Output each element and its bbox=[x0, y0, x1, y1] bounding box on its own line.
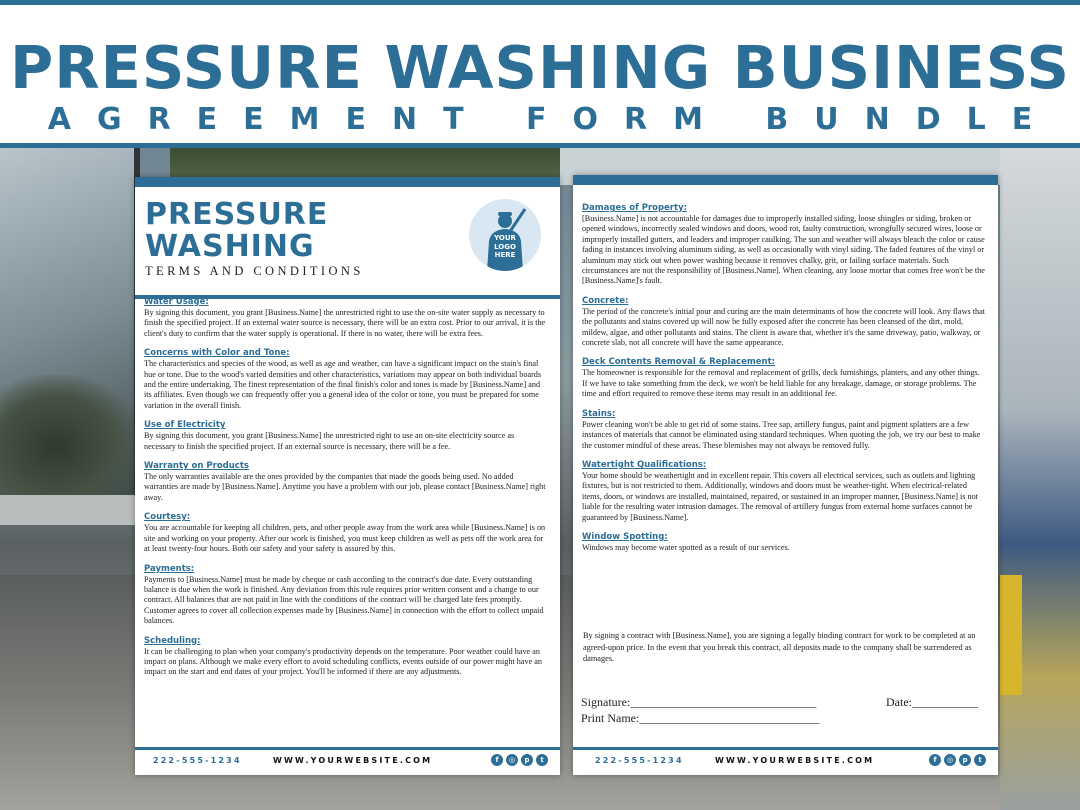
section-heading: Stains: bbox=[582, 408, 616, 419]
section-text: Power cleaning won't be able to get rid of some stains. Tree sap, artillery fungus, paint and pigment splatters are a few instances of materials that cannot be eliminated using standard techniques. When quoting the job, we try our best to make the customer mindful of these areas. These blemishes may not always be removed fully. bbox=[582, 419, 981, 450]
date-field: Date:___________ bbox=[886, 695, 978, 709]
section-text: Your home should be weathertight and in excellent repair. This covers all electrical services, such as outlets and lighting fixtures, but is not restricted to them. Additionally, windows and doors must be weather-tight. When electrical-related items, doors, or windows are installed, maintained, repaired, or sustained in an improper manner, [Business.Name] is not liable for the resulting water intrusion damages. The removal of artillery fungus from external home surfaces cannot be guaranteed by [Business.Name]. bbox=[582, 470, 978, 522]
section-concrete bbox=[582, 296, 986, 349]
section-heading: Concrete: bbox=[582, 295, 629, 306]
twitter-icon: t bbox=[536, 754, 548, 766]
section-electricity bbox=[144, 420, 548, 452]
section-scheduling bbox=[144, 636, 548, 678]
section-watertight bbox=[582, 460, 986, 523]
twitter-icon: t bbox=[974, 754, 986, 766]
section-window-spotting bbox=[582, 532, 986, 553]
title-banner bbox=[0, 0, 1080, 148]
section-heading: Concerns with Color and Tone: bbox=[144, 348, 290, 359]
social-icons bbox=[491, 754, 548, 766]
section-text: It can be challenging to plan when your company's productivity depends on the temperature. Poor weather could have an impact on plans. Although we make every effort to avoid scheduling conflicts, events outside of our power might have an impact on the start and end dates of your project. You'll be informed if there are any adjustments. bbox=[144, 646, 542, 677]
section-damages-property bbox=[582, 203, 986, 287]
section-heading: Deck Contents Removal & Replacement: bbox=[582, 357, 776, 368]
section-color-tone bbox=[144, 348, 548, 411]
section-heading: Damages of Property: bbox=[582, 203, 688, 213]
signature-field: Signature:_______________________________ bbox=[581, 695, 817, 709]
section-text: You are accountable for keeping all children, pets, and other people away from the work area while [Business.Name] is on site and working on your property. After our work is finished, you must keep children as well as pets off the work area for at least twenty-four hours. Both our safety and your safety is assured by this. bbox=[144, 523, 546, 554]
page-top-bar bbox=[135, 177, 560, 187]
section-heading: Scheduling: bbox=[144, 635, 201, 646]
section-text: By signing this document, you grant [Business.Name] the unrestricted right to use the on-site water supply as necessary to finish the specified project. If an external water source is necessary, there will be an extra cost. Prior to our arrival, it is the client's duty to confirm that the water supply is operational. If there is no water, there will be extra fees. bbox=[144, 308, 546, 338]
section-text: The homeowner is responsible for the removal and replacement of grills, deck furnishings, planters, and any other things. If we have to take something from the deck, we won't be held liable for any breakage, damage, or storage problems. The time and effort required to remove these items may result in an additional fee. bbox=[582, 368, 980, 399]
terms-page-1 bbox=[135, 177, 560, 775]
section-text: The characteristics and species of the wood, as well as age and weather, can have a significant impact on the stain's final hue or tone. Due to the wood's varied densities and other characteristics, variations may appear on both individual boards and the entire undertaking. The finest representation of the final finish's color and tones is made by [Business.Name] and its affiliates. Even though we can frequently offer you a general idea of the color or tone, you must be prepared for some variation in the overall finish. bbox=[144, 359, 542, 410]
section-heading: Water Usage: bbox=[144, 297, 209, 307]
closing-statement: By signing a contract with [Business.Name], you are signing a legally binding contract for work to be completed at an agreed-upon price. In the event that you break this contract, all deposits made to the company shall be surrendered as damages. bbox=[583, 631, 976, 663]
section-payments bbox=[144, 564, 548, 627]
section-heading: Warranty on Products bbox=[144, 461, 249, 472]
section-heading: Payments: bbox=[144, 563, 195, 574]
terms-body bbox=[144, 297, 548, 687]
page-subtitle: TERMS AND CONDITIONS bbox=[145, 264, 364, 278]
section-text: Windows may become water spotted as a result of our services. bbox=[582, 542, 790, 552]
section-heading: Watertight Qualifications: bbox=[582, 459, 707, 470]
page-title-line-1: PRESSURE bbox=[145, 197, 329, 232]
facebook-icon: f bbox=[491, 754, 503, 766]
page-header bbox=[135, 187, 560, 299]
section-deck-contents bbox=[582, 357, 986, 399]
footer-phone: 222-555-1234 bbox=[153, 756, 242, 765]
page-title-line-2: WASHING bbox=[145, 229, 315, 264]
terms-body bbox=[582, 203, 986, 562]
social-icons bbox=[929, 754, 986, 766]
footer-website: WWW.YOURWEBSITE.COM bbox=[715, 756, 875, 765]
footer-website: WWW.YOURWEBSITE.COM bbox=[273, 756, 433, 765]
section-text: Payments to [Business.Name] must be made by cheque or cash according to the contract's due date. Every outstanding balance is due when the work is finished. Any deviation from this rule requires prior written consent and a change to our contract. All balances that are not paid in line with the conditions of the contract will be charged late fees promptly. Customer agrees to cover all collection expenses made by [Business.Name] in connection with the effort to collect unpaid balances. bbox=[144, 574, 544, 626]
page-title bbox=[145, 199, 405, 263]
section-courtesy bbox=[144, 512, 548, 554]
page-footer bbox=[573, 747, 998, 775]
section-text: By signing this document, you grant [Business.Name] the unrestricted right to use an on-site electricity source as necessary to finish the specified project. If an external source is necessary, there will be a fee. bbox=[144, 431, 515, 451]
logo-placeholder bbox=[469, 199, 541, 271]
pinterest-icon: p bbox=[959, 754, 971, 766]
section-warranty bbox=[144, 461, 548, 503]
section-text: [Business.Name] is not accountable for damages due to improperly installed siding, loose shingles or siding, broken or opened windows, incorrectly sealed windows and doors, wood rot, faulty construction, wrongfully secured wires, loose or improperly installed gutters, and leaders and improper caulking. The sun and weather will always bleach the color or cause fading in instances involving aluminum siding, as well as occasionally with vinyl siding. The faded features of the vinyl or aluminum may stick out when power washing because it removes chalky, grit, or failing surface materials. Such circumstances are not the responsibility of [Business.Name]. When cleaning, any loose mortar that comes free won't be the [Business.Name]'s fault. bbox=[582, 214, 985, 286]
facebook-icon: f bbox=[929, 754, 941, 766]
section-heading: Courtesy: bbox=[144, 512, 191, 523]
section-text: The period of the concrete's initial pour and curing are the main determinants of how the concrete will look. Any flaws that the pollutants and stains covered up will now be fully exposed after the concrete has been cleansed of the dirt, mold, mildew, algae, and other pollutants and stains. The client is aware that, whether it's the same driveway, patio, walkway, or concrete slab, not all concrete will have the same appearance. bbox=[582, 306, 985, 348]
banner-subtitle: AGREEMENT FORM BUNDLE bbox=[47, 102, 1059, 137]
page-top-bar bbox=[573, 175, 998, 185]
pinterest-icon: p bbox=[521, 754, 533, 766]
banner-title: PRESSURE WASHING BUSINESS bbox=[9, 33, 1071, 102]
footer-phone: 222-555-1234 bbox=[595, 756, 684, 765]
page-footer bbox=[135, 747, 560, 775]
section-heading: Window Spotting: bbox=[582, 531, 668, 542]
instagram-icon: ◎ bbox=[944, 754, 956, 766]
section-text: The only warranties available are the ones provided by the companies that made the goods being used. No added warranties are made by [Business.Name]. Anytime you have a problem with our job, please contact [Business.Name] right away. bbox=[144, 472, 546, 502]
section-stains bbox=[582, 409, 986, 451]
logo-text: YOUR LOGO HERE bbox=[494, 234, 516, 259]
terms-page-2 bbox=[573, 175, 998, 775]
section-water-usage bbox=[144, 297, 548, 339]
print-name-field: Print Name:______________________________ bbox=[581, 711, 820, 725]
section-heading: Use of Electricity bbox=[144, 420, 226, 431]
instagram-icon: ◎ bbox=[506, 754, 518, 766]
